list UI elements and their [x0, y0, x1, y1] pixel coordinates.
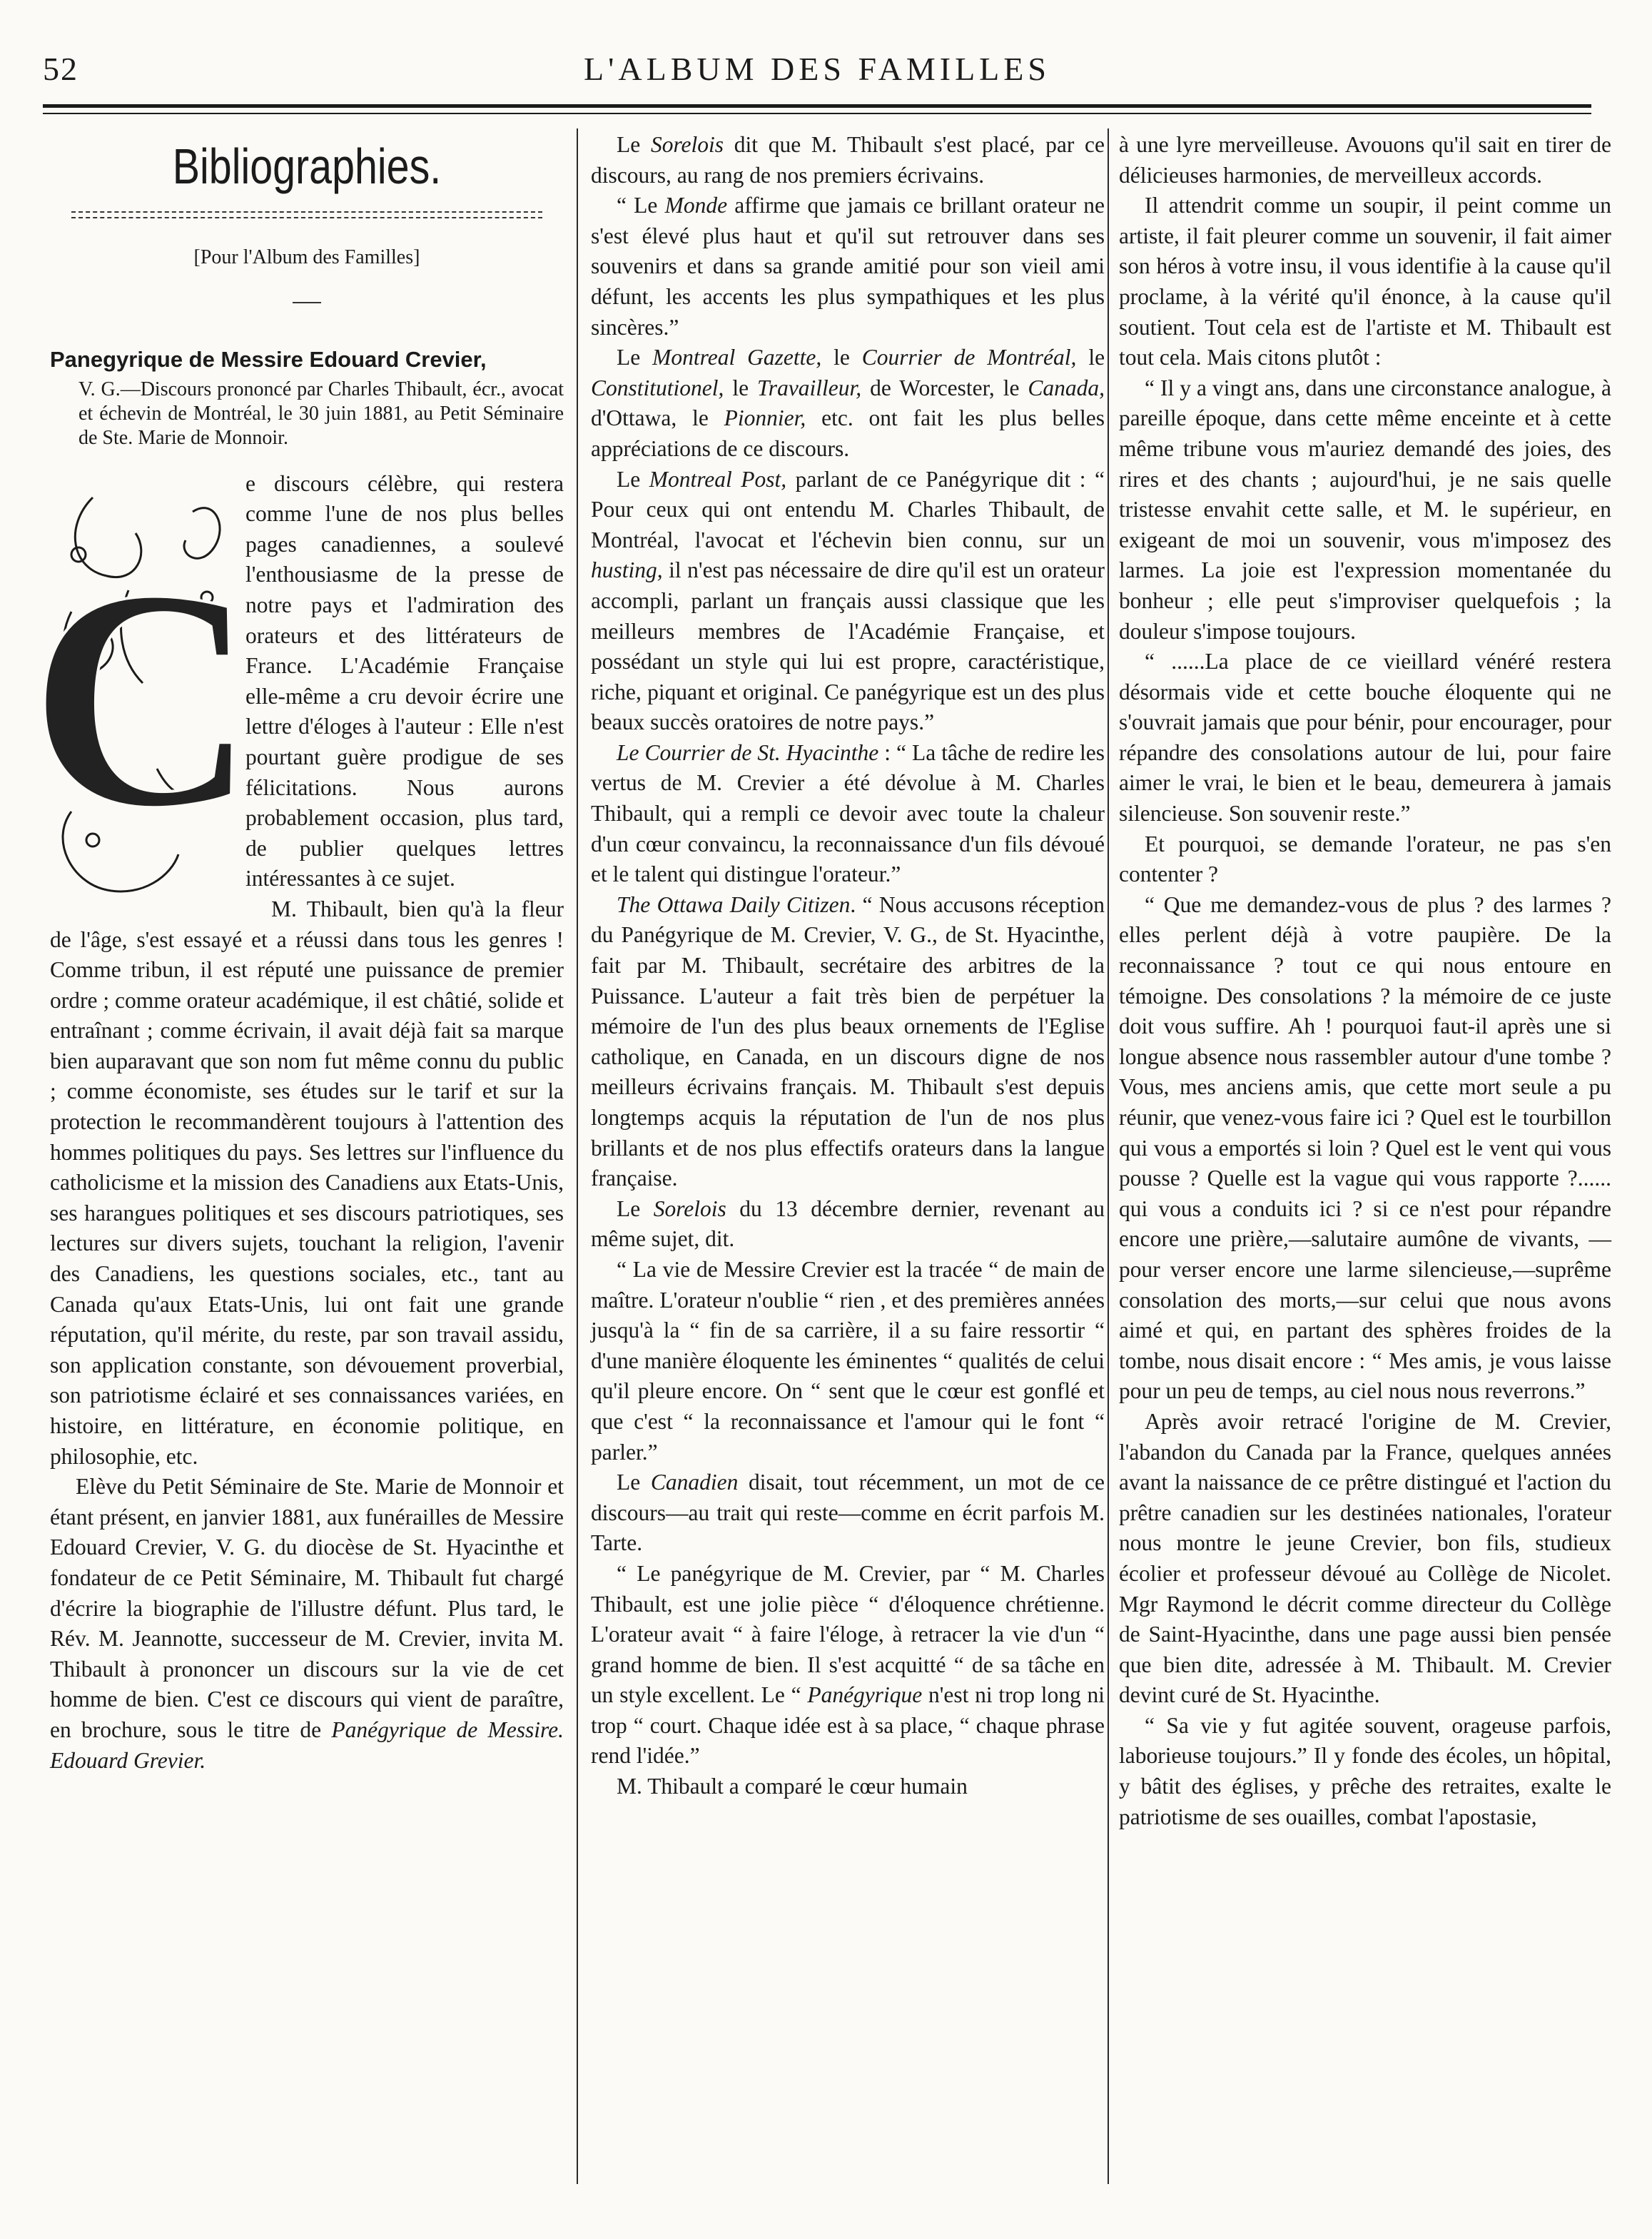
- paragraph: Le Canadien disait, tout récemment, un mot de ce discours—au trait qui reste—comme en écrit parfois M. Tarte.: [591, 1470, 1105, 1556]
- section-divider: [71, 211, 542, 218]
- paragraph: M. Thibault, bien qu'à la fleur de l'âge, s'est essayé et a réussi dans tous les genres ! Comme tribun, il est réputé une puissance de premier ordre ; comme orateur académique, il est châtié, solide et entraînant ; comme écrivain, il avait déjà fait sa marque bien auparavant que son nom fut même connu du public ; comme économiste, ses études sur le tarif et sur la protection le recommandèrent toujours à l'attention des hommes politiques du pays. Ses lettres sur l'influence du catholicisme et la mission des Canadiens aux Etats-Unis, ses harangues politiques et ses discours patriotiques, ses lectures sur divers sujets, touchant la religion, l'avenir des Canadiens, les questions sociales, etc., tant au Canada qu'aux Etats-Unis, lui ont fait une grande réputation, qu'il mérite, du reste, par son travail assidu, son application constante, son dévouement proverbial, son patriotisme éclairé et ses connaissances variées, en histoire, en littérature, en économie politique, en philosophie, etc.: [50, 896, 564, 1469]
- paragraph: M. Thibault a comparé le cœur humain: [617, 1774, 968, 1799]
- paragraph: The Ottawa Daily Citizen. “ Nous accusons réception du Panégyrique de M. Crevier, V. G., de St. Hyacinthe, fait par M. Thibault, secrétaire des arbitres de la Puissance. L'auteur a fait très bien de perpétuer la mémoire de l'un des plus beaux ornements de l'Eglise catholique, en Canada, en un discours digne de nos meilleurs écrivains français. M. Thibault s'est depuis longtemps acquis la réputation de l'un de nos plus brillants et de nos plus effectifs orateurs dans la langue française.: [591, 891, 1105, 1191]
- page-header: [43, 50, 1591, 93]
- paragraph: Après avoir retracé l'origine de M. Crevier, l'abandon du Canada par la France, quelques années avant la naissance de ce prêtre distingué et l'action du prêtre canadien sur les destinées nationales, l'orateur nous montre le jeune Crevier, bon fils, studieux écolier et professeur dévoué au Collège de Nicolet. Mgr Raymond le décrit comme directeur du Collège de Saint-Hyacinthe, dans une page aussi bien pensée que bien dite, adressée à M. Thibault. M. Crevier devint curé de St. Hyacinthe.: [1119, 1408, 1611, 1708]
- paragraph: Le Sorelois dit que M. Thibault s'est placé, par ce discours, au rang de nos premiers écrivains.: [591, 132, 1105, 188]
- paragraph: e discours célèbre, qui restera comme l'une de nos plus belles pages canadiennes, a soulevé l'enthousiasme de la presse de notre pays et l'admiration des orateurs et des littérateurs de France. L'Académie Française elle-même a cru devoir écrire une lettre d'éloges à l'auteur : Elle n'est pourtant guère prodigue de ses félicitations. Nous aurons probablement occasion, plus tard, de publier quelques lettres intéressantes à ce sujet.: [245, 470, 564, 891]
- column-2: [591, 130, 1105, 1802]
- article-subtitle: V. G.—Discours prononcé par Charles Thibault, écr., avocat et échevin de Montréal, le 30 juin 1881, au Petit Séminaire de Ste. Marie de Monnoir.: [78, 378, 564, 449]
- paragraph: Elève du Petit Séminaire de Ste. Marie de Monnoir et étant présent, en janvier 1881, aux funérailles de Messire Edouard Crevier, V. G. du diocèse de St. Hyacinthe et fondateur de ce Petit Séminaire, M. Thibault fut chargé d'écrire la biographie de l'illustre défunt. Plus tard, le Rév. M. Jeannotte, successeur de M. Crevier, invita M. Thibault à prononcer un discours sur la vie de cet homme de bien. C'est ce discours qui vient de paraître, en brochure, sous le titre de Panégyrique de Messire. Edouard Grevier.: [50, 1474, 564, 1773]
- column-divider: [1108, 128, 1109, 2184]
- paragraph: Le Montreal Gazette, le Courrier de Montréal, le Constitutionel, le Travailleur, de Worcester, le Canada, d'Ottawa, le Pionnier, etc. ont fait les plus belles appréciations de ce discours.: [591, 345, 1105, 461]
- column-1: [29, 130, 564, 1776]
- paragraph: “ Le panégyrique de M. Crevier, par “ M. Charles Thibault, est une jolie pièce “ d'éloquence chrétienne. L'orateur avait “ à faire l'éloge, à retracer la vie d'un “ grand homme de bien. Il s'est acquitté “ de sa tâche en un style excellent. Le “ Panégyrique n'est ni trop long ni trop “ court. Chaque idée est à sa place, “ chaque phrase rend l'idée.”: [591, 1560, 1105, 1769]
- paragraph: “ Sa vie y fut agitée souvent, orageuse parfois, laborieuse toujours.” Il y fonde des écoles, un hôpital, y bâtit des églises, y prêche des retraites, exalte le patriotisme de ses ouailles, combat l'apostasie,: [1119, 1712, 1611, 1829]
- attribution: [Pour l'Album des Familles]: [193, 246, 420, 268]
- dropcap-letter: C: [29, 525, 256, 873]
- paragraph: à une lyre merveilleuse. Avouons qu'il sait en tirer de délicieuses harmonies, de merveilleux accords.: [1119, 132, 1611, 188]
- paragraph: “ Que me demandez-vous de plus ? des larmes ? elles perlent déjà à votre paupière. De la reconnaissance ? tout ce qui nous entoure en témoigne. Des consolations ? la mémoire de ce juste doit vous suffire. Ah ! pourquoi faut-il après une si longue absence nous rassembler autour d'une tombe ? Vous, mes anciens amis, que cette mort seule a pu réunir, que venez-vous faire ici ? Quel est le tourbillon qui vous a emportés si loin ? Quel est le vent qui vous pousse ? Quelle est la vague qui vous rapporte ?...... qui vous a conduits ici ? si ce n'est pour répandre encore une prière,—salutaire aumône de vivants, —pour verser encore une larme silencieuse,—suprême consolation des morts,—sur celui que nous avons aimé et qui, en partant des sphères froides de la tombe, nous disait encore : “ Mes amis, je vous laisse pour un peu de temps, au ciel nous nous reverrons.”: [1119, 891, 1611, 1404]
- paragraph: Il attendrit comme un soupir, il peint comme un artiste, il fait pleurer comme un souvenir, il fait aimer son héros à votre insu, il vous identifie à la cause qu'il proclame, à la vérité qu'il énonce, à la cause qu'il soutient. Tout cela est de l'artiste et M. Thibault est tout cela. Mais citons plutôt :: [1119, 193, 1611, 370]
- header-rule-thin: [43, 113, 1591, 114]
- paragraph: “ Il y a vingt ans, dans une circonstance analogue, à pareille époque, dans cette même enceinte et à cette même tribune vous m'auriez demandé des joies, des rires et des chants ; aujourd'hui, je ne sais quelle tristesse envahit cette salle, et M. le supérieur, en exigeant de moi un souvenir, vous m'imposez des larmes. La joie est l'expression momentanée du bonheur ; elle peut s'improviser quelquefois ; la douleur s'impose toujours.: [1119, 375, 1611, 644]
- article-title: Panegyrique de Messire Edouard Crevier,: [50, 346, 487, 372]
- page-number: 52: [43, 51, 78, 87]
- paragraph: Le Courrier de St. Hyacinthe : “ La tâche de redire les vertus de M. Crevier a été dévolue à M. Charles Thibault, qui a rempli ce devoir avec toute la chaleur d'un cœur convaincu, la reconnaissance d'un fils dévoué et le talent qui distingue l'orateur.”: [591, 739, 1105, 887]
- paragraph: “ ......La place de ce vieillard vénéré restera désormais vide et cette bouche éloquente qui ne s'ouvrait jamais que pour bénir, pour encourager, pour répandre des consolations autour de lui, pour faire aimer le vrai, le bien et le beau, demeurera à jamais silencieuse. Son souvenir reste.”: [1119, 649, 1611, 827]
- column-3: [1119, 130, 1611, 1832]
- running-title: L'ALBUM DES FAMILLES: [584, 51, 1050, 87]
- column-divider: [577, 128, 578, 2184]
- ornate-dropcap: [29, 469, 256, 911]
- paragraph: “ La vie de Messire Crevier est la tracée “ de main de maître. L'orateur n'oublie “ rien , et des premières années jusqu'à la “ fin de sa carrière, il a su faire ressortir “ d'une manière éloquente les éminentes “ qualités de celui qu'il pleure encore. On “ sent que le cœur est gonflé et que c'est “ la reconnaissance et l'amour qui le font “ parler.”: [591, 1256, 1105, 1465]
- section-title: Bibliographies.: [172, 138, 442, 194]
- header-rule: [43, 104, 1591, 108]
- paragraph: “ Le Monde affirme que jamais ce brillant orateur ne s'est élevé plus haut et qu'il sut retrouver dans ses souvenirs et dans sa grande amitié pour son vieil ami défunt, les accents les plus sympathiques et les plus sincères.”: [591, 193, 1105, 340]
- paragraph: Et pourquoi, se demande l'orateur, ne pas s'en contenter ?: [1119, 831, 1611, 887]
- paragraph: Le Montreal Post, parlant de ce Panégyrique dit : “ Pour ceux qui ont entendu M. Charles Thibault, de Montréal, l'avocat et l'échevin bien connu, sur un husting, il n'est pas nécessaire de dire qu'il est un orateur accompli, parlant un français aussi classique que les meilleurs membres de l'Académie Française, et possédant un style qui lui est propre, caractéristique, riche, piquant et original. Ce panégyrique est un des plus beaux succès oratoires de notre pays.”: [591, 466, 1105, 735]
- paragraph: Le Sorelois du 13 décembre dernier, revenant au même sujet, dit.: [591, 1196, 1105, 1252]
- short-divider: [293, 302, 321, 303]
